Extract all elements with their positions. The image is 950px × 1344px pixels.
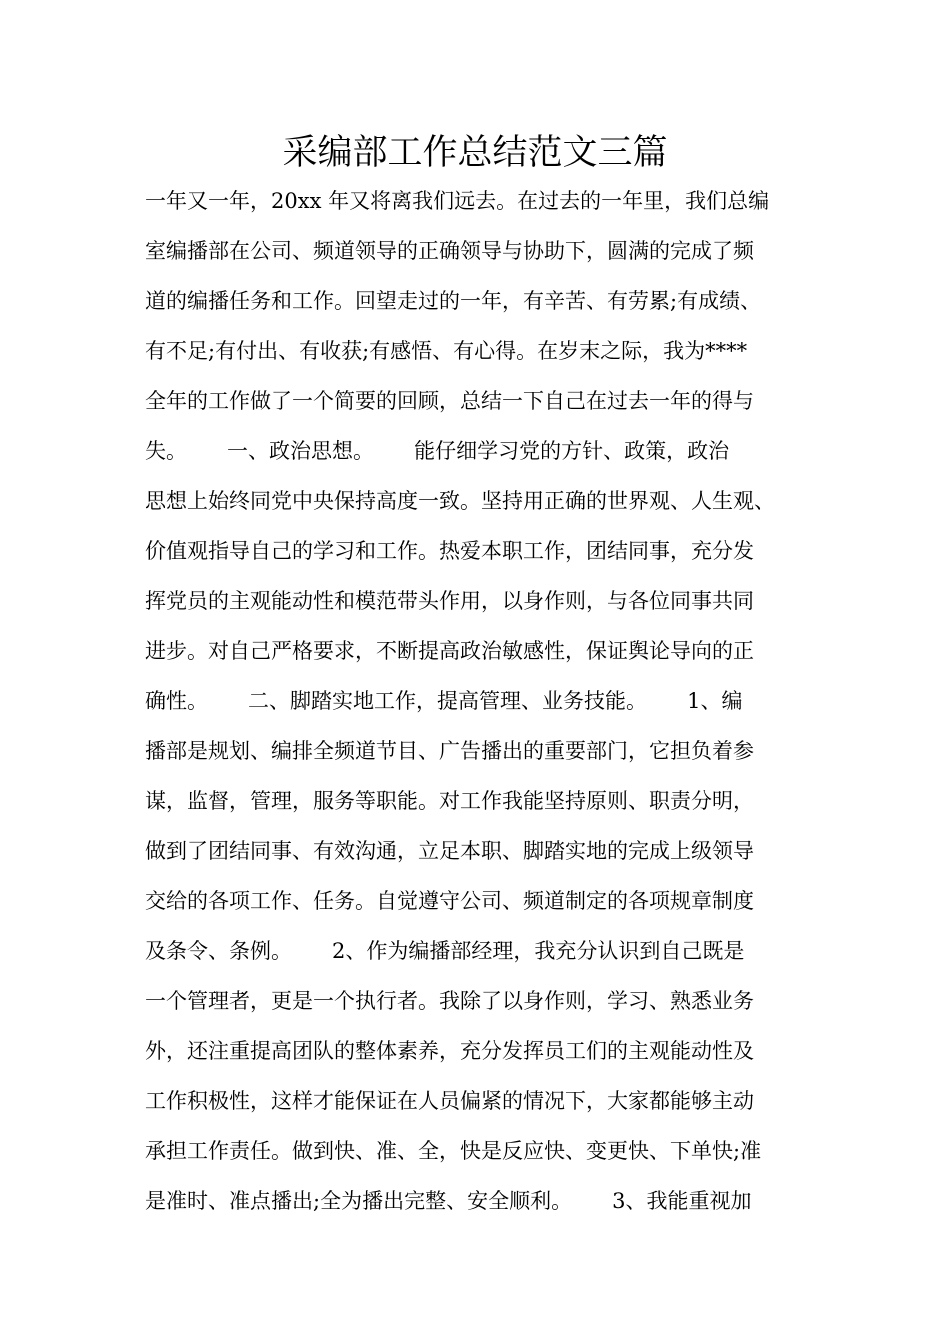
body-line: 谋，监督，管理，服务等职能。对工作我能坚持原则、职责分明， xyxy=(145,789,754,813)
body-line: 进步。对自己严格要求，不断提高政治敏感性，保证舆论导向的正 xyxy=(145,639,754,663)
body-line: 做到了团结同事、有效沟通，立足本职、脚踏实地的完成上级领导 xyxy=(145,839,754,863)
body-line: 播部是规划、编排全频道节目、广告播出的重要部门，它担负着参 xyxy=(145,739,754,763)
body-line: 道的编播任务和工作。回望走过的一年，有辛苦、有劳累;有成绩、 xyxy=(145,289,762,313)
body-line: 交给的各项工作、任务。自觉遵守公司、频道制定的各项规章制度 xyxy=(145,889,754,913)
body-line: 承担工作责任。做到快、准、全，快是反应快、变更快、下单快;准 xyxy=(145,1139,762,1163)
body-line: 工作积极性，这样才能保证在人员偏紧的情况下，大家都能够主动 xyxy=(145,1089,754,1113)
body-line: 挥党员的主观能动性和模范带头作用，以身作则，与各位同事共同 xyxy=(145,589,754,613)
body-line: 一年又一年，20xx 年又将离我们远去。在过去的一年里，我们总编 xyxy=(145,189,770,213)
body-line: 思想上始终同党中央保持高度一致。坚持用正确的世界观、人生观、 xyxy=(145,489,775,513)
document-title: 采编部工作总结范文三篇 xyxy=(282,133,668,173)
body-line: 失。 一、政治思想。 能仔细学习党的方针、政策，政治 xyxy=(145,439,730,463)
body-line: 是准时、准点播出;全为播出完整、安全顺利。 3、我能重视加 xyxy=(145,1189,752,1213)
document-body xyxy=(145,176,835,1226)
body-line: 全年的工作做了一个简要的回顾，总结一下自己在过去一年的得与 xyxy=(145,389,754,413)
body-line: 价值观指导自己的学习和工作。热爱本职工作，团结同事，充分发 xyxy=(145,539,754,563)
body-line: 一个管理者，更是一个执行者。我除了以身作则，学习、熟悉业务 xyxy=(145,989,754,1013)
body-line: 室编播部在公司、频道领导的正确领导与协助下，圆满的完成了频 xyxy=(145,239,754,263)
body-line: 外，还注重提高团队的整体素养，充分发挥员工们的主观能动性及 xyxy=(145,1039,754,1063)
body-line: 确性。 二、脚踏实地工作，提高管理、业务技能。 1、编 xyxy=(145,689,743,713)
body-line: 有不足;有付出、有收获;有感悟、有心得。在岁末之际，我为**** xyxy=(145,339,748,363)
body-line: 及条令、条例。 2、作为编播部经理，我充分认识到自己既是 xyxy=(145,939,745,963)
